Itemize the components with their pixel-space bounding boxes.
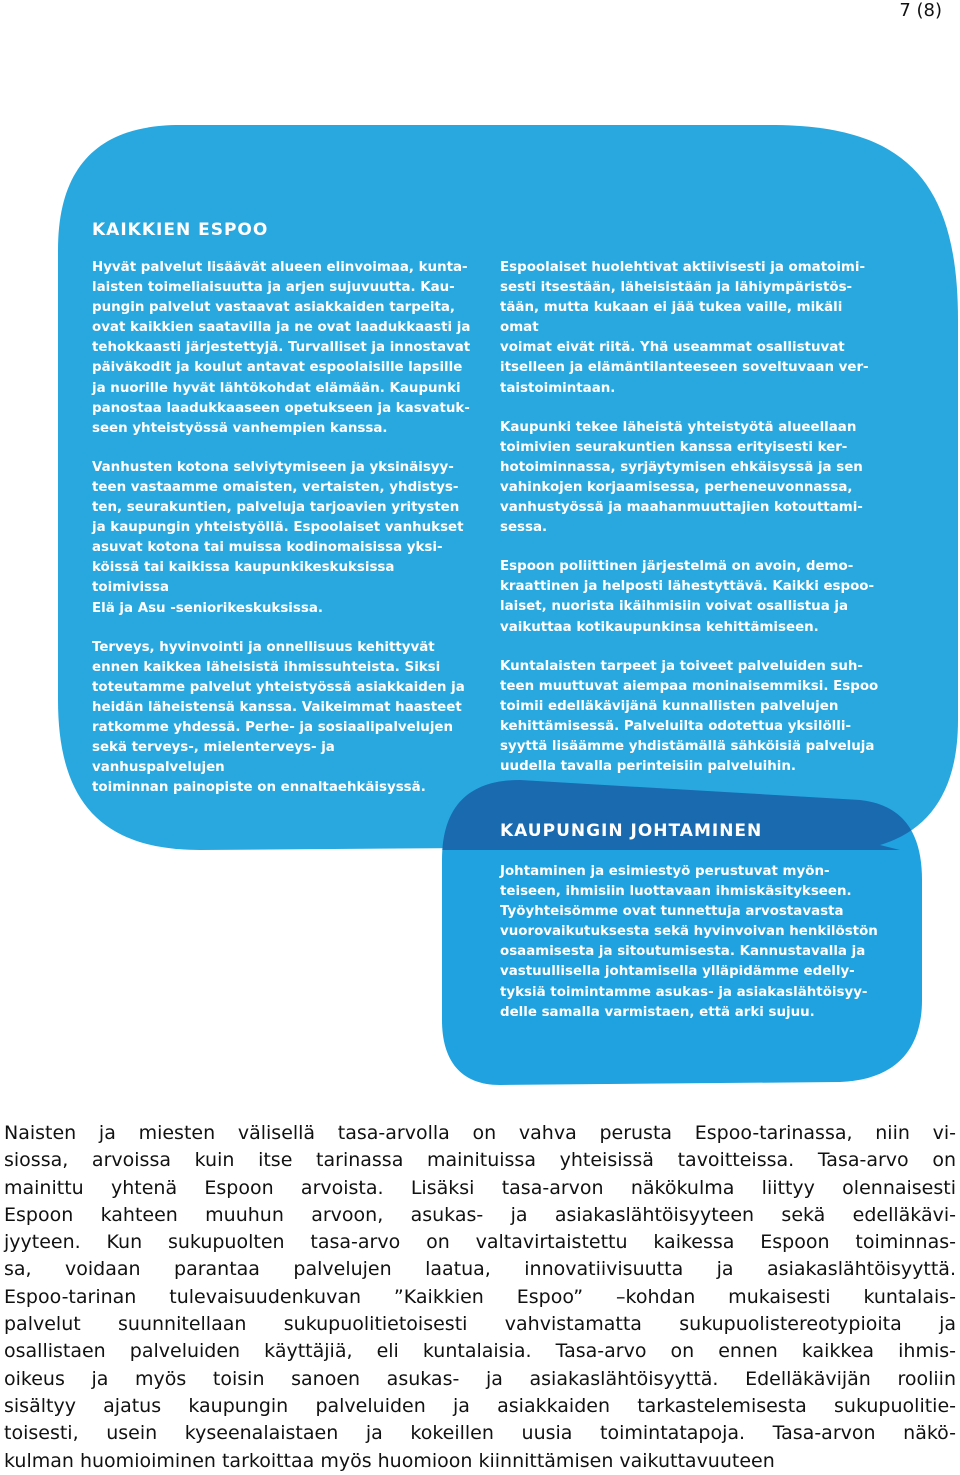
body-line: sisältyy ajatus kaupungin palveluiden ja asiakkaiden tarkastelemisesta sukupuolitie- bbox=[4, 1394, 956, 1417]
bubble2-text bbox=[500, 862, 890, 1042]
text-line: teen muuttuvat aiempaa moninaisemmiksi. Espoo bbox=[500, 678, 879, 694]
body-line: palvelut suunnitellaan sukupuolitietoisesti vahvistamatta sukupuolistereotypioita ja bbox=[4, 1313, 956, 1336]
body-line: Espoon kahteen muuhun arvoon, asukas- ja asiakaslähtöisyyteen sekä edelläkävi- bbox=[4, 1203, 956, 1226]
text-line: tehokkaasti järjestettyjä. Turvalliset ja innostavat bbox=[92, 340, 471, 356]
text-line: vahinkojen korjaamisessa, perheneuvonnassa, bbox=[500, 479, 853, 495]
text-line: hotoiminnassa, syrjäytymisen ehkäisyssä ja sen bbox=[500, 459, 863, 475]
text-line: köissä tai kaikissa kaupunkikeskuksissa toimivissa bbox=[92, 560, 395, 596]
text-line: sekä terveys-, mielenterveys- ja vanhuspalvelujen bbox=[92, 740, 335, 776]
text-line: laisten toimeliaisuutta ja arjen sujuvuutta. Kau- bbox=[92, 280, 455, 296]
text-line: osaamisesta ja sitoutumisesta. Kannustavalla ja bbox=[500, 944, 866, 960]
text-line: ovat kaikkien saatavilla ja ne ovat laadukkaasti ja bbox=[92, 320, 471, 336]
bubble1-col2-paragraph bbox=[500, 258, 880, 399]
text-line: sessa. bbox=[500, 520, 548, 536]
text-line: vuorovaikutuksesta sekä hyvinvoivan henkilöstön bbox=[500, 924, 878, 940]
text-line: Vanhusten kotona selviytymiseen ja yksinäisyy- bbox=[92, 459, 454, 475]
text-line: itselleen ja elämäntilanteeseen soveltuvaan ver- bbox=[500, 360, 869, 376]
text-line: toiminnan painopiste on ennaltaehkäisyssä. bbox=[92, 780, 426, 796]
text-line: vanhustyössä ja maahanmuuttajien kotouttami- bbox=[500, 500, 863, 516]
text-line: pungin palvelut vastaavat asiakkaiden tarpeita, bbox=[92, 300, 456, 316]
bubble1-col2-paragraph bbox=[500, 557, 880, 637]
text-line: toteutamme palvelut yhteistyössä asiakkaiden ja bbox=[92, 679, 465, 695]
text-line: panostaa laadukkaaseen opetukseen ja kasvatuk- bbox=[92, 400, 470, 416]
body-line: sa, voidaan parantaa palvelujen laatua, innovatiivisuutta ja asiakaslähtöisyyttä. bbox=[4, 1258, 956, 1281]
text-line: ja nuorille hyvät lähtökohdat elämään. Kaupunki bbox=[92, 380, 461, 396]
body-line: jyyteen. Kun sukupuolten tasa-arvo on valtavirtaistettu kaikessa Espoon toiminnas- bbox=[4, 1231, 956, 1254]
text-line: heidän läheistensä kanssa. Vaikeimmat haasteet bbox=[92, 699, 462, 715]
text-line: syyttä lisäämme yhdistämällä sähköisiä palveluja bbox=[500, 738, 875, 754]
text-line: teen vastaamme omaisten, vertaisten, yhdistys- bbox=[92, 479, 459, 495]
text-line: Espoolaiset huolehtivat aktiivisesti ja omatoimi- bbox=[500, 260, 866, 275]
text-line: Elä ja Asu -seniorikeskuksissa. bbox=[92, 600, 323, 616]
bubble1-col2-paragraph bbox=[500, 418, 880, 539]
bubble2-paragraph bbox=[500, 862, 890, 1023]
text-line: taistoimintaan. bbox=[500, 380, 616, 396]
text-line: Johtaminen ja esimiestyö perustuvat myön- bbox=[500, 864, 830, 879]
body-paragraph bbox=[4, 1120, 956, 1475]
bubble1-col1-paragraph bbox=[92, 638, 472, 799]
body-line: oikeus ja myös toisin sanoen asukas- ja asiakaslähtöisyyttä. Edelläkävijän rooliin bbox=[4, 1367, 956, 1390]
text-line: seen yhteistyössä vanhempien kanssa. bbox=[92, 420, 388, 436]
text-line: vaikuttaa kotikaupunkinsa kehittämiseen. bbox=[500, 619, 819, 635]
text-line: asuvat kotona tai muissa kodinomaisissa yksi- bbox=[92, 540, 443, 556]
body-line: toisesti, usein kyseenalaistaen ja kokeillen uusia toimintatapoja. Tasa-arvon näkö- bbox=[4, 1422, 956, 1445]
page-number: 7 (8) bbox=[899, 0, 942, 21]
body-line: kulman huomioiminen tarkoittaa myös huomioon kiinnittämisen vaikuttavuuteen bbox=[4, 1449, 775, 1472]
text-line: uudella tavalla perinteisiin palveluihin. bbox=[500, 759, 796, 775]
text-line: kehittämisessä. Palveluilta odotettua yksilölli- bbox=[500, 718, 852, 734]
bubble1-col2 bbox=[500, 258, 880, 796]
text-line: sesti itsestään, läheisistään ja lähiympäristös- bbox=[500, 280, 853, 296]
text-line: tyksiä toimintamme asukas- ja asiakaslähtöisyy- bbox=[500, 984, 868, 1000]
text-line: teiseen, ihmisiin luottavaan ihmiskäsitykseen. bbox=[500, 884, 852, 900]
bubble1-col2-paragraph bbox=[500, 657, 880, 778]
text-line: voimat eivät riitä. Yhä useammat osallistuvat bbox=[500, 340, 845, 356]
bubble1-col1-paragraph bbox=[92, 458, 472, 619]
body-line: mainittu yhtenä Espoon arvoista. Lisäksi tasa-arvon näkökulma liittyy olennaisesti bbox=[4, 1176, 956, 1199]
bubble1-title: KAIKKIEN ESPOO bbox=[92, 220, 269, 240]
text-line: laiset, nuorista ikäihmisiin voivat osallistua ja bbox=[500, 599, 849, 615]
text-line: ratkomme yhdessä. Perhe- ja sosiaalipalvelujen bbox=[92, 719, 454, 735]
bubble2-title: KAUPUNGIN JOHTAMINEN bbox=[500, 821, 763, 841]
text-line: vastuullisella johtamisella ylläpidämme edelly- bbox=[500, 964, 855, 980]
bubble1-col1-paragraph bbox=[92, 258, 472, 439]
text-line: Kaupunki tekee läheistä yhteistyötä alueellaan bbox=[500, 419, 857, 435]
bubble1-col1 bbox=[92, 258, 472, 817]
text-line: Kuntalaisten tarpeet ja toiveet palveluiden suh- bbox=[500, 658, 863, 674]
text-line: ten, seurakuntien, palveluja tarjoavien yritysten bbox=[92, 500, 460, 516]
text-line: ja kaupungin yhteistyöllä. Espoolaiset vanhukset bbox=[92, 520, 464, 536]
body-line: Naisten ja miesten välisellä tasa-arvolla on vahva perusta Espoo-tarinassa, niin vi- bbox=[4, 1122, 956, 1144]
text-line: toimii edelläkävijänä kunnallisten palvelujen bbox=[500, 698, 839, 714]
body-line: osallistaen palveluiden käyttäjiä, eli kuntalaisia. Tasa-arvo on ennen kaikkea ihmis- bbox=[4, 1340, 956, 1363]
text-line: Espoon poliittinen järjestelmä on avoin, demo- bbox=[500, 559, 854, 575]
body-line: Espoo-tarinan tulevaisuudenkuvan ”Kaikkien Espoo” –kohdan mukaisesti kuntalais- bbox=[4, 1285, 956, 1308]
text-line: tään, mutta kukaan ei jää tukea vaille, mikäli omat bbox=[500, 300, 843, 336]
text-line: delle samalla varmistaen, että arki sujuu. bbox=[500, 1004, 815, 1020]
text-line: Työyhteisömme ovat tunnettuja arvostavasta bbox=[500, 904, 844, 920]
text-line: kraattinen ja helposti lähestyttävä. Kaikki espoo- bbox=[500, 579, 875, 595]
text-line: toimivien seurakuntien kanssa erityisesti ker- bbox=[500, 439, 848, 455]
text-line: Terveys, hyvinvointi ja onnellisuus kehittyvät bbox=[92, 639, 435, 655]
text-line: ennen kaikkea läheisistä ihmissuhteista. Siksi bbox=[92, 659, 441, 675]
body-line: siossa, arvoissa kuin itse tarinassa mainituissa yhteisissä tavoitteissa. Tasa-arvo on bbox=[4, 1149, 956, 1172]
text-line: Hyvät palvelut lisäävät alueen elinvoimaa, kunta- bbox=[92, 260, 468, 275]
text-line: päiväkodit ja koulut antavat espoolaisille lapsille bbox=[92, 360, 463, 376]
